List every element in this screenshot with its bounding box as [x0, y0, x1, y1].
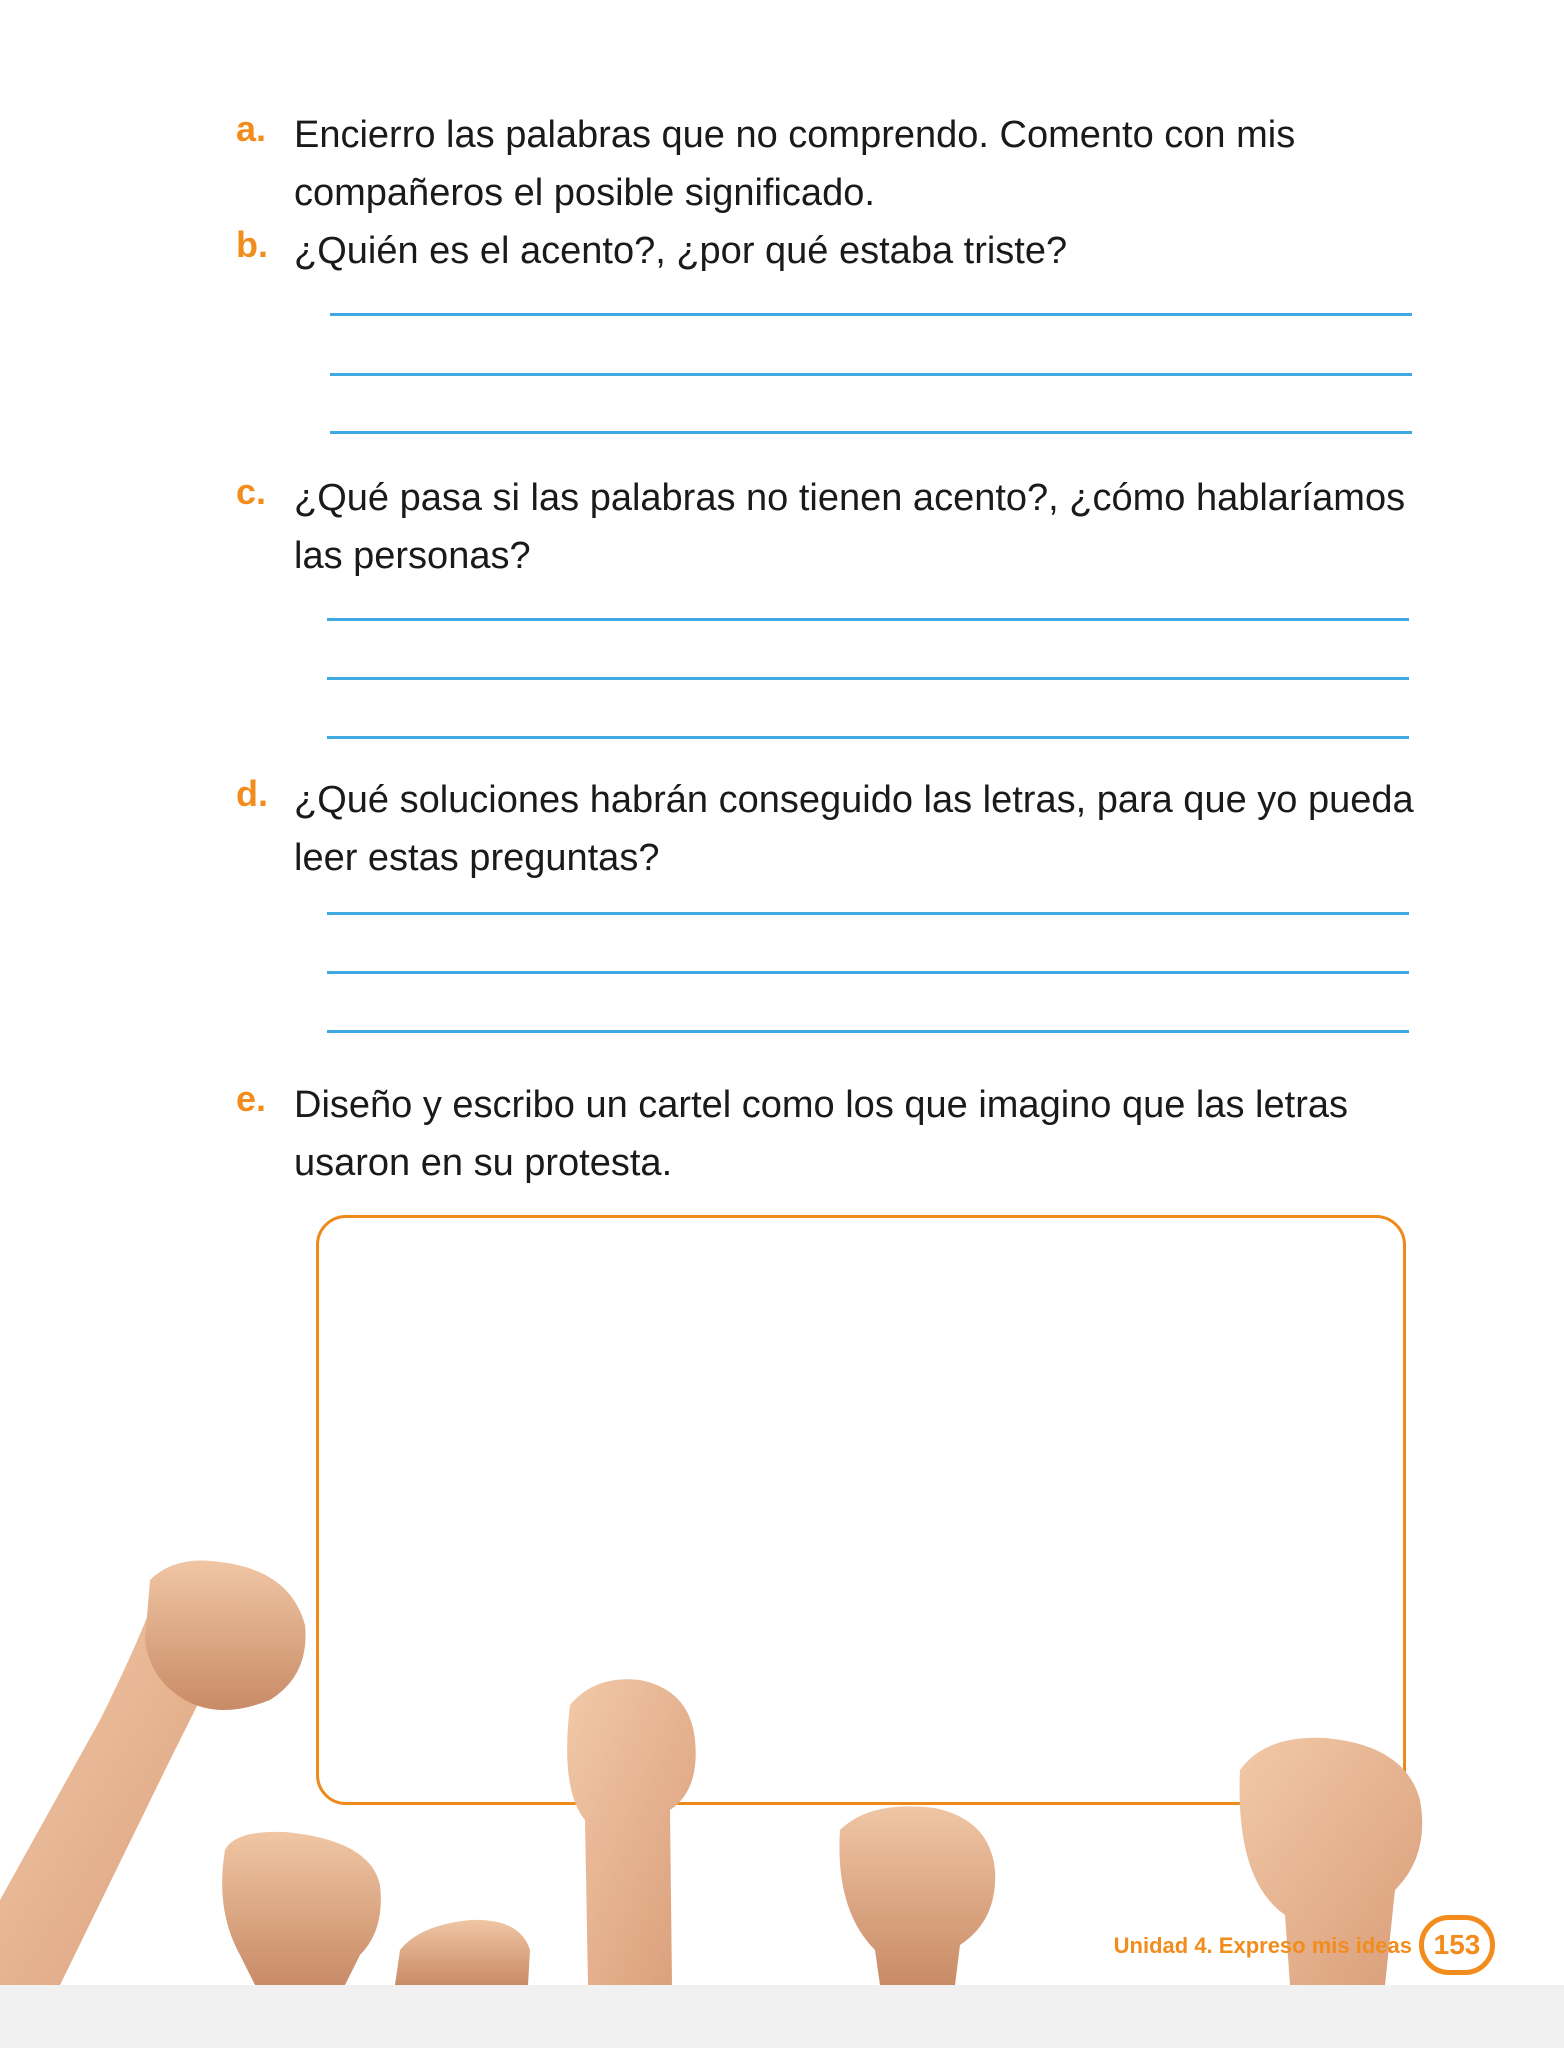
answer-line-d3[interactable]: [327, 1030, 1409, 1033]
question-e-letter: e.: [236, 1078, 267, 1119]
question-d-letter: d.: [236, 773, 268, 814]
answer-line-b2[interactable]: [330, 373, 1412, 376]
answer-line-b3[interactable]: [330, 431, 1412, 434]
answer-line-d1[interactable]: [327, 912, 1409, 915]
answer-line-c3[interactable]: [327, 736, 1409, 739]
page-bottom-margin: [0, 1985, 1564, 2048]
question-d-text: ¿Qué soluciones habrán conseguido las letras, para que yo pueda leer estas preguntas?: [294, 779, 1414, 879]
answer-line-c1[interactable]: [327, 618, 1409, 621]
question-e-text: Diseño y escribo un cartel como los que imagino que las letras usaron en su protesta.: [294, 1084, 1348, 1184]
question-b-text: ¿Quién es el acento?, ¿por qué estaba triste?: [294, 230, 1068, 272]
question-a-text: Encierro las palabras que no comprendo. Comento con mis compañeros el posible significado.: [294, 114, 1296, 214]
unit-title: Unidad 4. Expreso mis ideas: [1113, 1933, 1412, 1958]
question-c-letter: c.: [236, 471, 267, 512]
page-number: 153: [1433, 1929, 1481, 1960]
page-number-badge: [1419, 1915, 1495, 1975]
raised-fists-illustration: [0, 1540, 1564, 1985]
answer-line-d2[interactable]: [327, 971, 1409, 974]
answer-line-c2[interactable]: [327, 677, 1409, 680]
answer-line-b1[interactable]: [330, 313, 1412, 316]
question-c-text: ¿Qué pasa si las palabras no tienen acento?, ¿cómo hablaríamos las personas?: [294, 477, 1406, 577]
question-a-letter: a.: [236, 108, 267, 149]
question-b-letter: b.: [236, 224, 268, 265]
